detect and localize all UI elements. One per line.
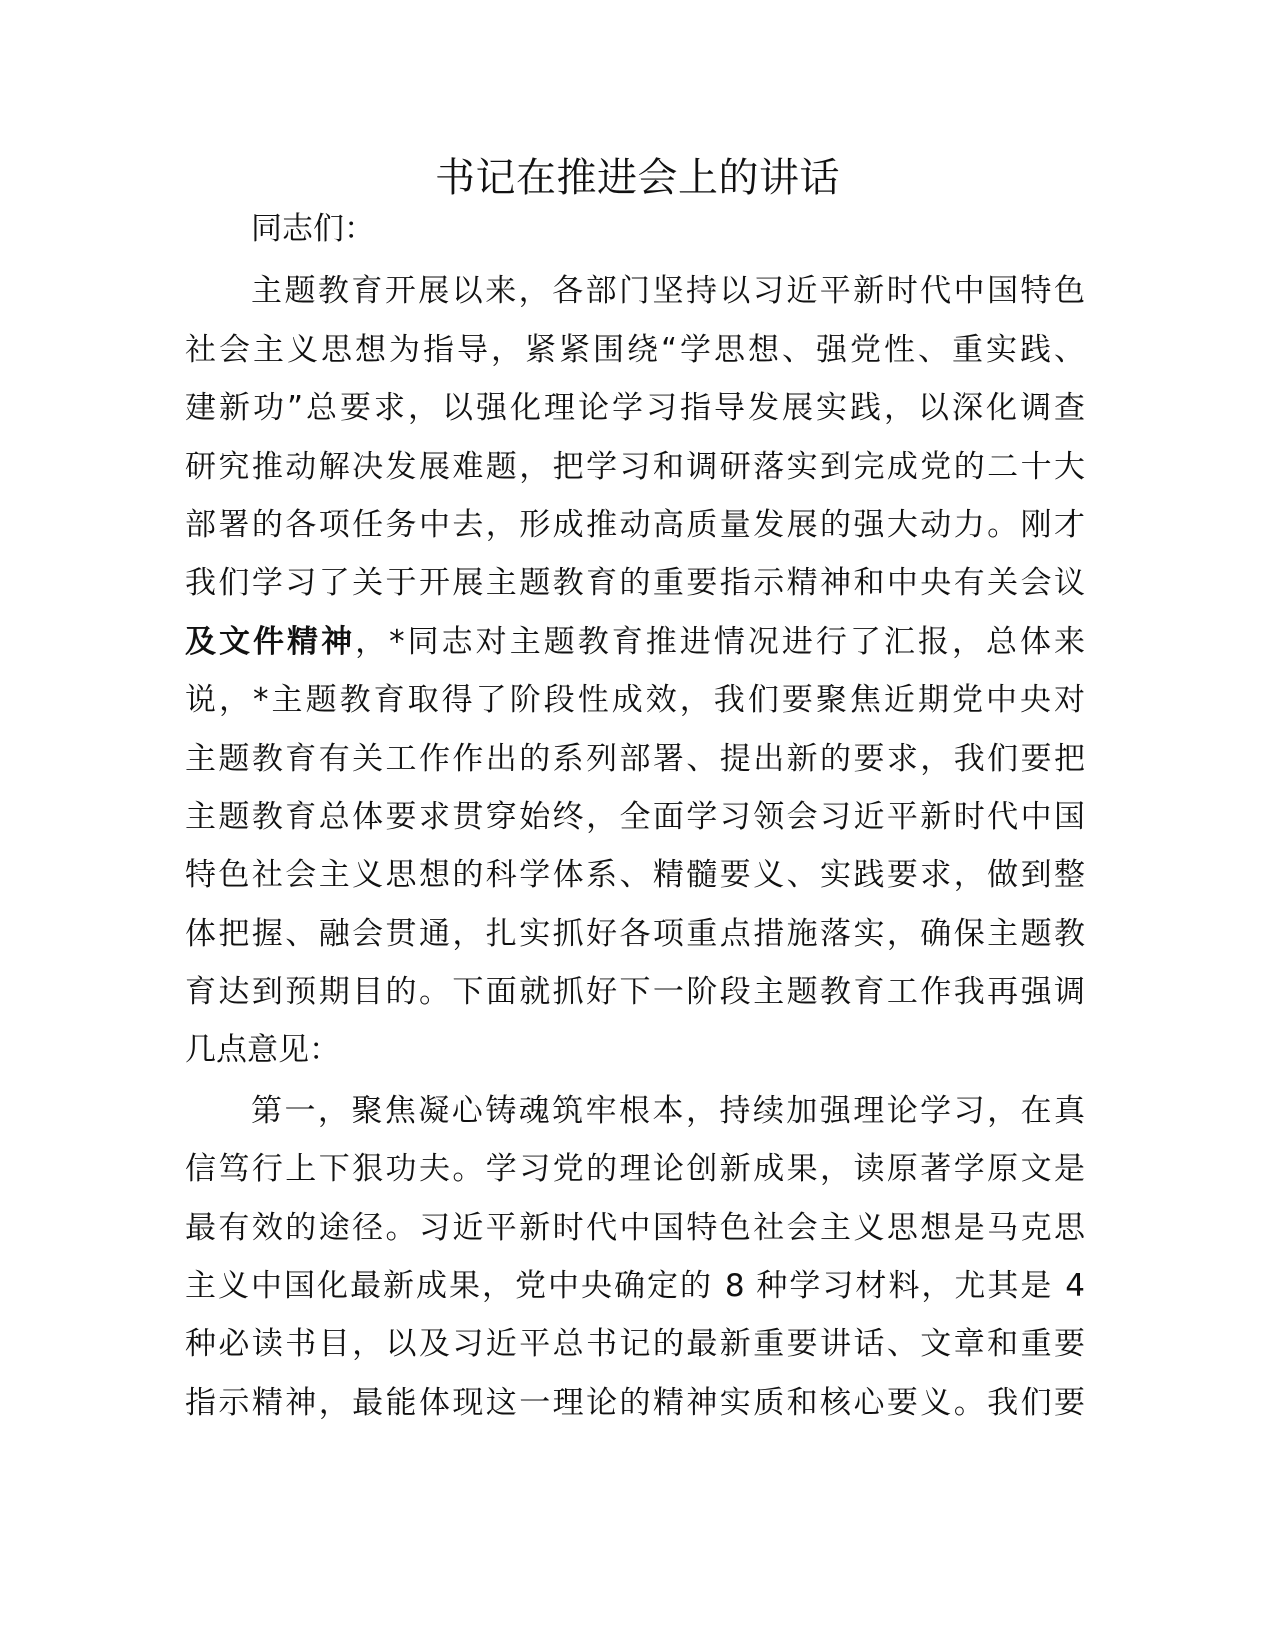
paragraph-line: 研究推动解决发展难题，把学习和调研落实到完成党的二十大 — [185, 448, 1085, 485]
paragraph-line: 最有效的途径。习近平新时代中国特色社会主义思想是马克思 — [185, 1209, 1085, 1246]
paragraph-line: 特色社会主义思想的科学体系、精髓要义、实践要求，做到整 — [185, 857, 1085, 894]
paragraph-line: 部署的各项任务中去，形成推动高质量发展的强大动力。刚才 — [185, 506, 1085, 543]
paragraph-line: 社会主义思想为指导，紧紧围绕“学思想、强党性、重实践、 — [185, 331, 1085, 368]
bold-text: 及文件精神 — [185, 623, 356, 660]
paragraph-line: 几点意见： — [185, 1032, 340, 1069]
paragraph-line: 主题教育有关工作作出的系列部署、提出新的要求，我们要把 — [185, 740, 1085, 777]
paragraph-line: 信笃行上下狠功夫。学习党的理论创新成果，读原著学原文是 — [185, 1151, 1085, 1188]
paragraph-2 — [185, 1082, 1085, 1432]
regular-text: ，*同志对主题教育推进情况进行了汇报，总体来 — [355, 623, 1086, 660]
paragraph-line: 我们学习了关于开展主题教育的重要指示精神和中央有关会议 — [185, 565, 1085, 602]
paragraph-1 — [185, 262, 1085, 1079]
paragraph-line-mixed — [185, 613, 1085, 671]
paragraph-line: 主义中国化最新成果，党中央确定的 8 种学习材料，尤其是 4 — [185, 1268, 1085, 1305]
paragraph-line: 主题教育开展以来，各部门坚持以习近平新时代中国特色 — [251, 273, 1085, 310]
document-title: 书记在推进会上的讲话 — [435, 155, 840, 201]
paragraph-line: 说，*主题教育取得了阶段性成效，我们要聚焦近期党中央对 — [185, 682, 1085, 719]
paragraph-line: 建新功”总要求，以强化理论学习指导发展实践，以深化调查 — [185, 390, 1085, 427]
document-body — [185, 200, 1085, 1432]
paragraph-line: 体把握、融会贯通，扎实抓好各项重点措施落实，确保主题教 — [185, 915, 1085, 952]
salutation: 同志们： — [251, 211, 375, 247]
paragraph-line: 种必读书目，以及习近平总书记的最新重要讲话、文章和重要 — [185, 1326, 1085, 1363]
paragraph-line: 第一，聚焦凝心铸魂筑牢根本，持续加强理论学习，在真 — [251, 1092, 1085, 1129]
paragraph-line: 育达到预期目的。下面就抓好下一阶段主题教育工作我再强调 — [185, 974, 1085, 1011]
paragraph-line: 主题教育总体要求贯穿始终，全面学习领会习近平新时代中国 — [185, 798, 1085, 835]
paragraph-line: 指示精神，最能体现这一理论的精神实质和核心要义。我们要 — [185, 1384, 1085, 1421]
